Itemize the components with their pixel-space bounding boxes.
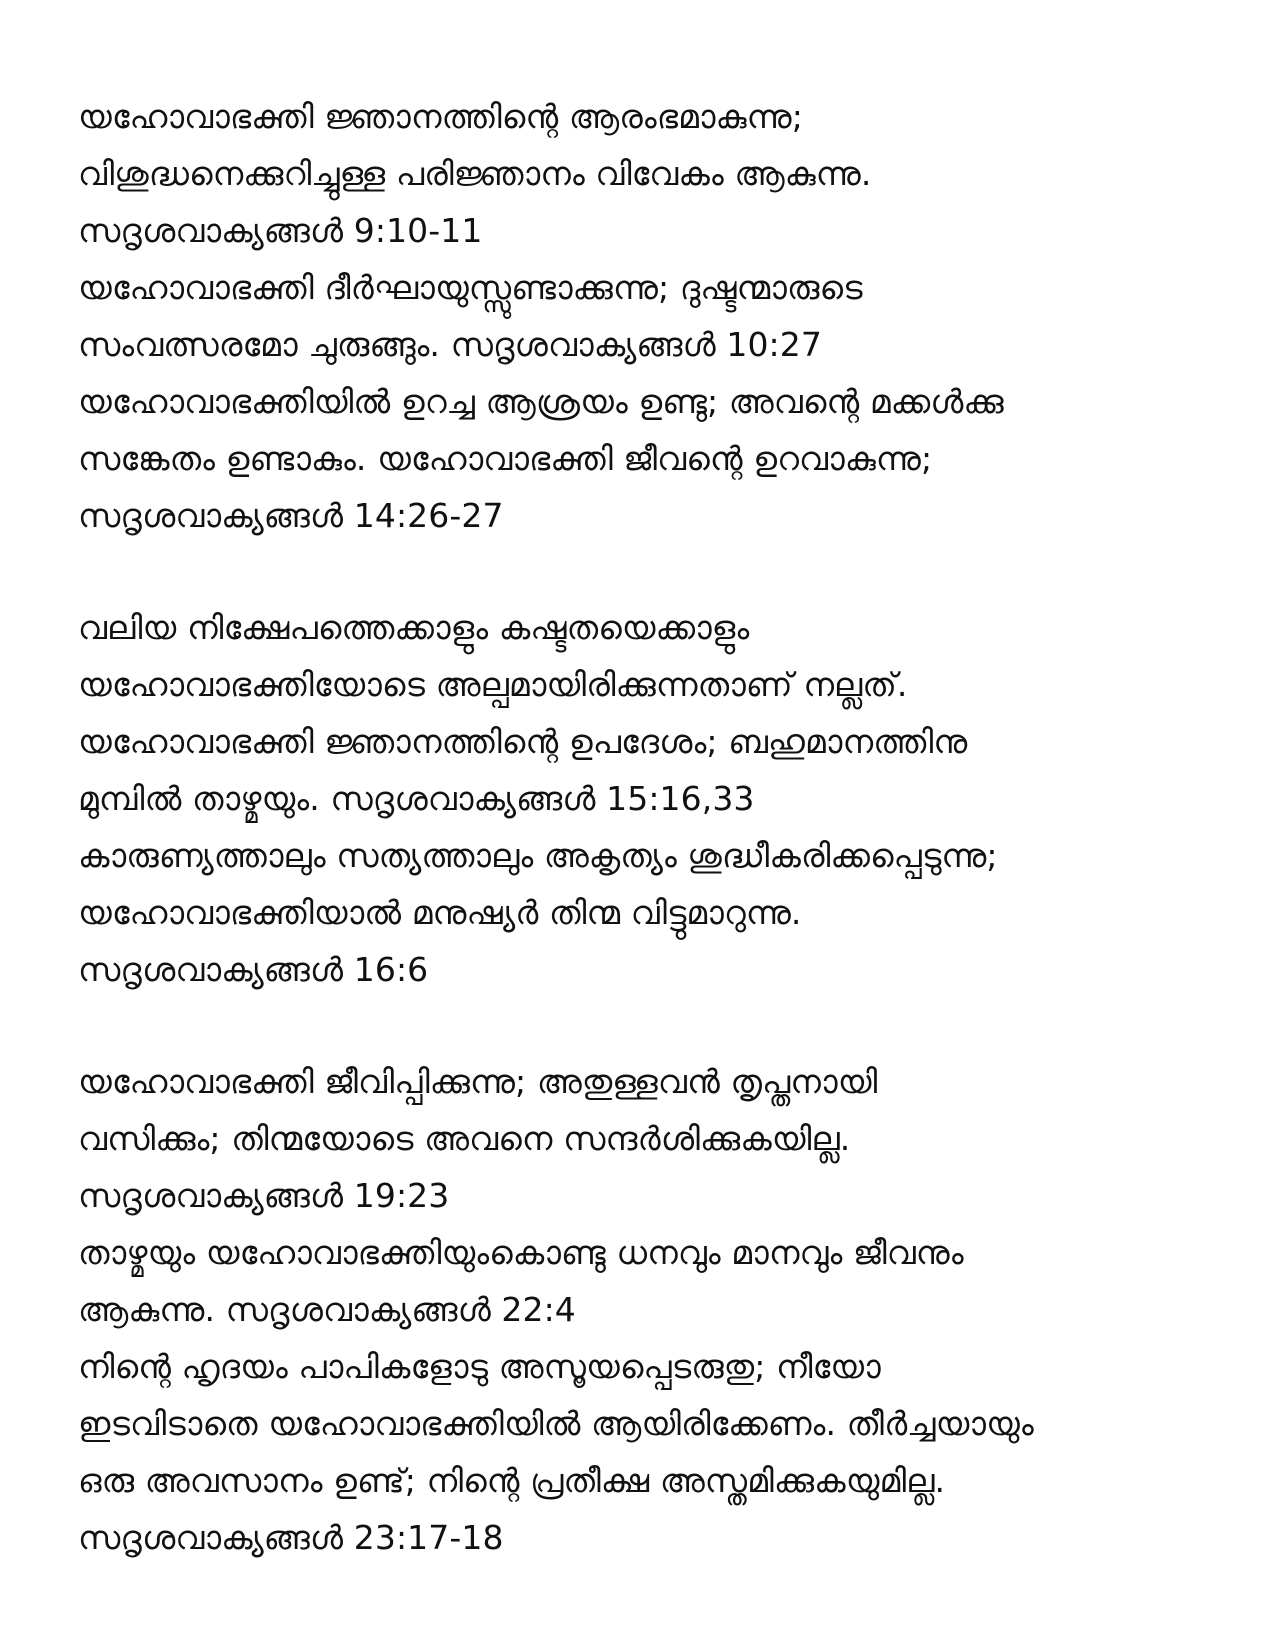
- paragraph-3: [78, 1053, 1238, 1566]
- text-line: വിശുദ്ധനെക്കുറിച്ചുള്ള പരിജ്ഞാനം വിവേകം ആകുന്നു.: [78, 154, 872, 193]
- text-line: ആകുന്നു. സദൃശവാക്യങ്ങൾ 22:4: [78, 1290, 576, 1329]
- text-line: സദൃശവാക്യങ്ങൾ 9:10-11: [78, 211, 483, 250]
- text-line: യഹോവാഭക്തി ജ്ഞാനത്തിന്റെ ആരംഭമാകുന്നു;: [78, 97, 803, 136]
- text-line: സദൃശവാക്യങ്ങൾ 14:26-27: [78, 496, 504, 535]
- text-line: സങ്കേതം ഉണ്ടാകും. യഹോവാഭക്തി ജീവന്റെ ഉറവാകുന്നു;: [78, 439, 933, 478]
- text-line: മുമ്പിൽ താഴ്മയും. സദൃശവാക്യങ്ങൾ 15:16,33: [78, 779, 755, 818]
- text-line: യഹോവാഭക്തി ജ്ഞാനത്തിന്റെ ഉപദേശം; ബഹുമാനത്തിനു: [78, 722, 968, 761]
- text-line: ഒരു അവസാനം ഉണ്ട്; നിന്റെ പ്രതീക്ഷ അസ്തമിക്കുകയുമില്ല.: [78, 1461, 946, 1500]
- paragraph-1: [78, 88, 1238, 544]
- text-line: ഇടവിടാതെ യഹോവാഭക്തിയിൽ ആയിരിക്കേണം. തീർച്ചയായും: [78, 1404, 1034, 1443]
- text-line: യഹോവാഭക്തിയോടെ അല്പമായിരിക്കുന്നതാണ് നല്ലത്.: [78, 665, 908, 704]
- text-line: യഹോവാഭക്തിയിൽ ഉറച്ച ആശ്രയം ഉണ്ടു; അവന്റെ മക്കൾക്കു: [78, 382, 1004, 421]
- text-line: കാരുണ്യത്താലും സത്യത്താലും അകൃത്യം ശുദ്ധീകരിക്കപ്പെടുന്നു;: [78, 836, 998, 875]
- text-line: യഹോവാഭക്തിയാൽ മനുഷ്യർ തിന്മ വിട്ടുമാറുന്നു.: [78, 893, 802, 932]
- text-line: സംവത്സരമോ ചുരുങ്ങും. സദൃശവാക്യങ്ങൾ 10:27: [78, 325, 822, 364]
- text-line: സദൃശവാക്യങ്ങൾ 19:23: [78, 1176, 450, 1215]
- text-line: സദൃശവാക്യങ്ങൾ 23:17-18: [78, 1518, 504, 1557]
- text-line: നിന്റെ ഹൃദയം പാപികളോടു അസൂയപ്പെടരുതു; നീയോ: [78, 1347, 881, 1386]
- text-line: യഹോവാഭക്തി ദീർഘായുസ്സുണ്ടാക്കുന്നു; ദുഷ്ടന്മാരുടെ: [78, 268, 863, 307]
- paragraph-2: [78, 599, 1238, 998]
- text-line: യഹോവാഭക്തി ജീവിപ്പിക്കുന്നു; അതുള്ളവൻ തൃപ്തനായി: [78, 1062, 878, 1101]
- text-line: താഴ്മയും യഹോവാഭക്തിയുംകൊണ്ടു ധനവും മാനവും ജീവനും: [78, 1233, 964, 1272]
- text-line: സദൃശവാക്യങ്ങൾ 16:6: [78, 950, 429, 989]
- text-line: വലിയ നിക്ഷേപത്തെക്കാളും കഷ്ടതയെക്കാളും: [78, 608, 750, 647]
- document-body: [78, 88, 1238, 1566]
- text-line: വസിക്കും; തിന്മയോടെ അവനെ സന്ദർശിക്കുകയില്ല.: [78, 1119, 851, 1158]
